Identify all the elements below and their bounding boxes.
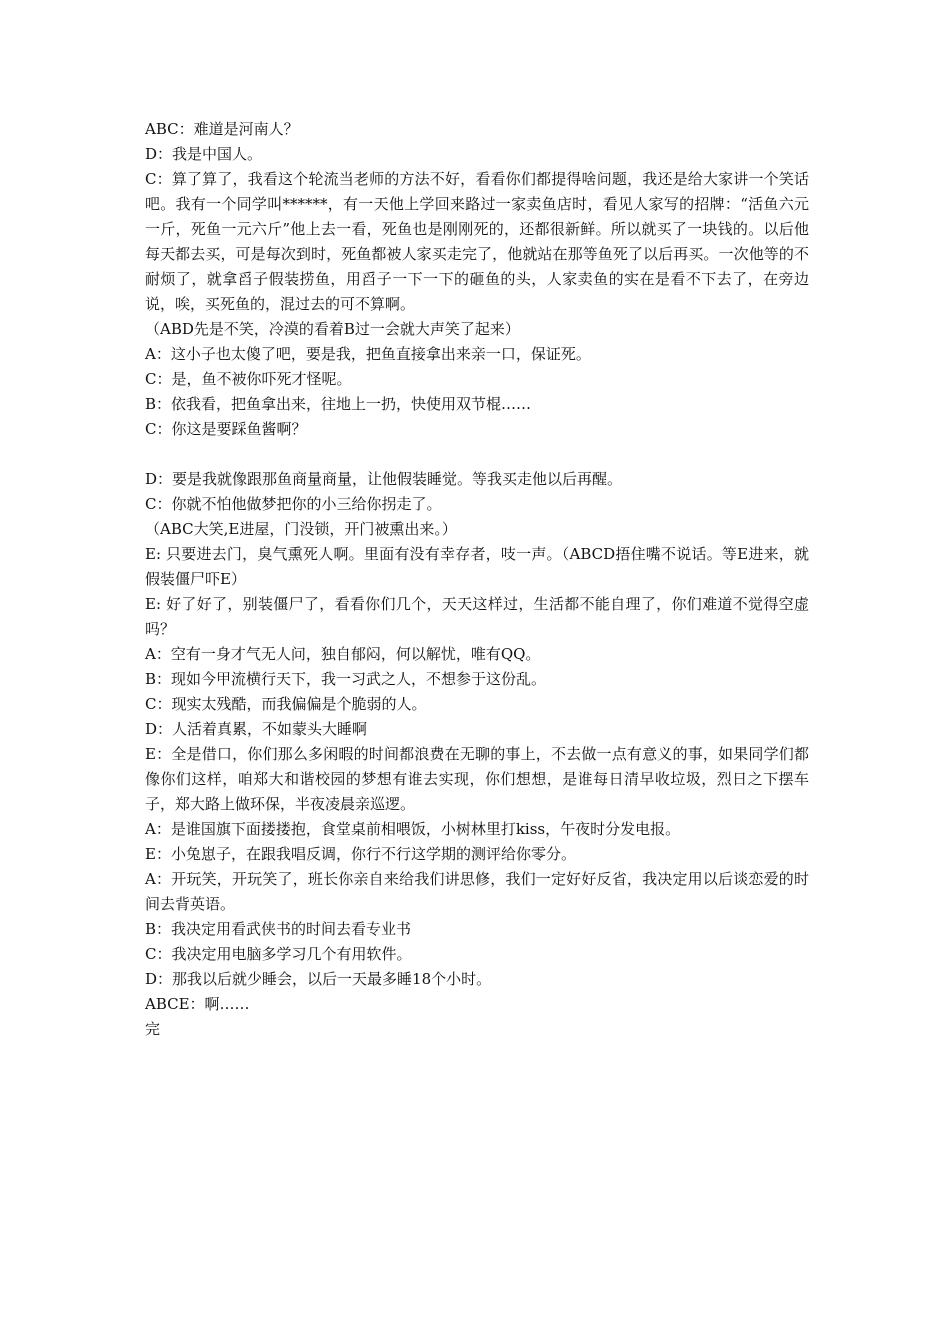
dialogue-line: B：我决定用看武侠书的时间去看专业书 (145, 920, 412, 938)
dialogue-line: ABCE：啊…… (145, 995, 250, 1013)
dialogue-line: A：这小子也太傻了吧，要是我，把鱼直接拿出来亲一口，保证死。 (145, 345, 591, 363)
dialogue-line: C：算了算了，我看这个轮流当老师的方法不好，看看你们都提得啥问题，我还是给大家讲一个笑话吧。我有一个同学叫******，有一天他上学回来路过一家卖鱼店时，看见人家写的招牌：“活鱼六元一斤，死鱼一元六斤”他上去一看，死鱼也是刚刚死的，还都很新鲜。所以就买了一块钱的。以后他每天都去买，可是每次到时，死鱼都被人家买走完了，他就站在那等鱼死了以后再买。一次他等的不耐烦了，就拿舀子假装捞鱼，用舀子一下一下的砸鱼的头，人家卖鱼的实在是看不下去了，在旁边说，唉，买死鱼的，混过去的可不算啊。 (145, 170, 809, 313)
dialogue-line: C：你这是要踩鱼酱啊？ (145, 420, 307, 438)
stage-direction: （ABC大笑,E进屋，门没锁，开门被熏出来。） (145, 520, 457, 538)
dialogue-line: C：你就不怕他做梦把你的小三给你拐走了。 (145, 495, 442, 513)
dialogue-line: E：小兔崽子，在跟我唱反调，你行不行这学期的测评给你零分。 (145, 845, 576, 863)
dialogue-line: D：那我以后就少睡会，以后一天最多睡18个小时。 (145, 970, 492, 988)
dialogue-line: E: 好了好了，别装僵尸了，看看你们几个，天天这样过，生活都不能自理了，你们难道不觉得空虚吗？ (145, 595, 809, 638)
end-mark: 完 (145, 1020, 161, 1038)
dialogue-line: E: 只要进去门，臭气熏死人啊。里面有没有幸存者，吱一声。（ABCD捂住嘴不说话。等E进来，就假装僵尸吓E） (145, 545, 809, 588)
dialogue-line: A：开玩笑，开玩笑了，班长你亲自来给我们讲思修，我们一定好好反省，我决定用以后谈恋爱的时间去背英语。 (145, 870, 809, 913)
dialogue-line: ABC：难道是河南人？ (145, 120, 299, 138)
stage-direction: （ABD先是不笑，冷漠的看着B过一会就大声笑了起来） (145, 320, 520, 338)
dialogue-line: C：现实太残酷，而我偏偏是个脆弱的人。 (145, 695, 427, 713)
document-body (145, 117, 809, 1042)
dialogue-line: D：要是我就像跟那鱼商量商量，让他假装睡觉。等我买走他以后再醒。 (145, 470, 623, 488)
dialogue-line: D：人活着真累，不如蒙头大睡啊 (145, 720, 368, 738)
dialogue-line: A：是谁国旗下面搂搂抱，食堂桌前相喂饭，小树林里打kiss，午夜时分发电报。 (145, 820, 681, 838)
dialogue-line: D：我是中国人。 (145, 145, 263, 163)
dialogue-line: C：我决定用电脑多学习几个有用软件。 (145, 945, 412, 963)
dialogue-line: B：依我看，把鱼拿出来，往地上一扔，快使用双节棍…… (145, 395, 532, 413)
dialogue-line: E：全是借口，你们那么多闲暇的时间都浪费在无聊的事上，不去做一点有意义的事，如果同学们都像你们这样，咱郑大和谐校园的梦想有谁去实现，你们想想，是谁每日清早收垃圾，烈日之下摆车子，郑大路上做环保，半夜凌晨亲巡逻。 (145, 745, 809, 813)
dialogue-line: B：现如今甲流横行天下，我一习武之人，不想参于这份乱。 (145, 670, 547, 688)
blank-line (145, 442, 809, 467)
dialogue-line: A：空有一身才气无人问，独自郁闷，何以解忧，唯有QQ。 (145, 645, 541, 663)
dialogue-line: C：是，鱼不被你吓死才怪呢。 (145, 370, 352, 388)
